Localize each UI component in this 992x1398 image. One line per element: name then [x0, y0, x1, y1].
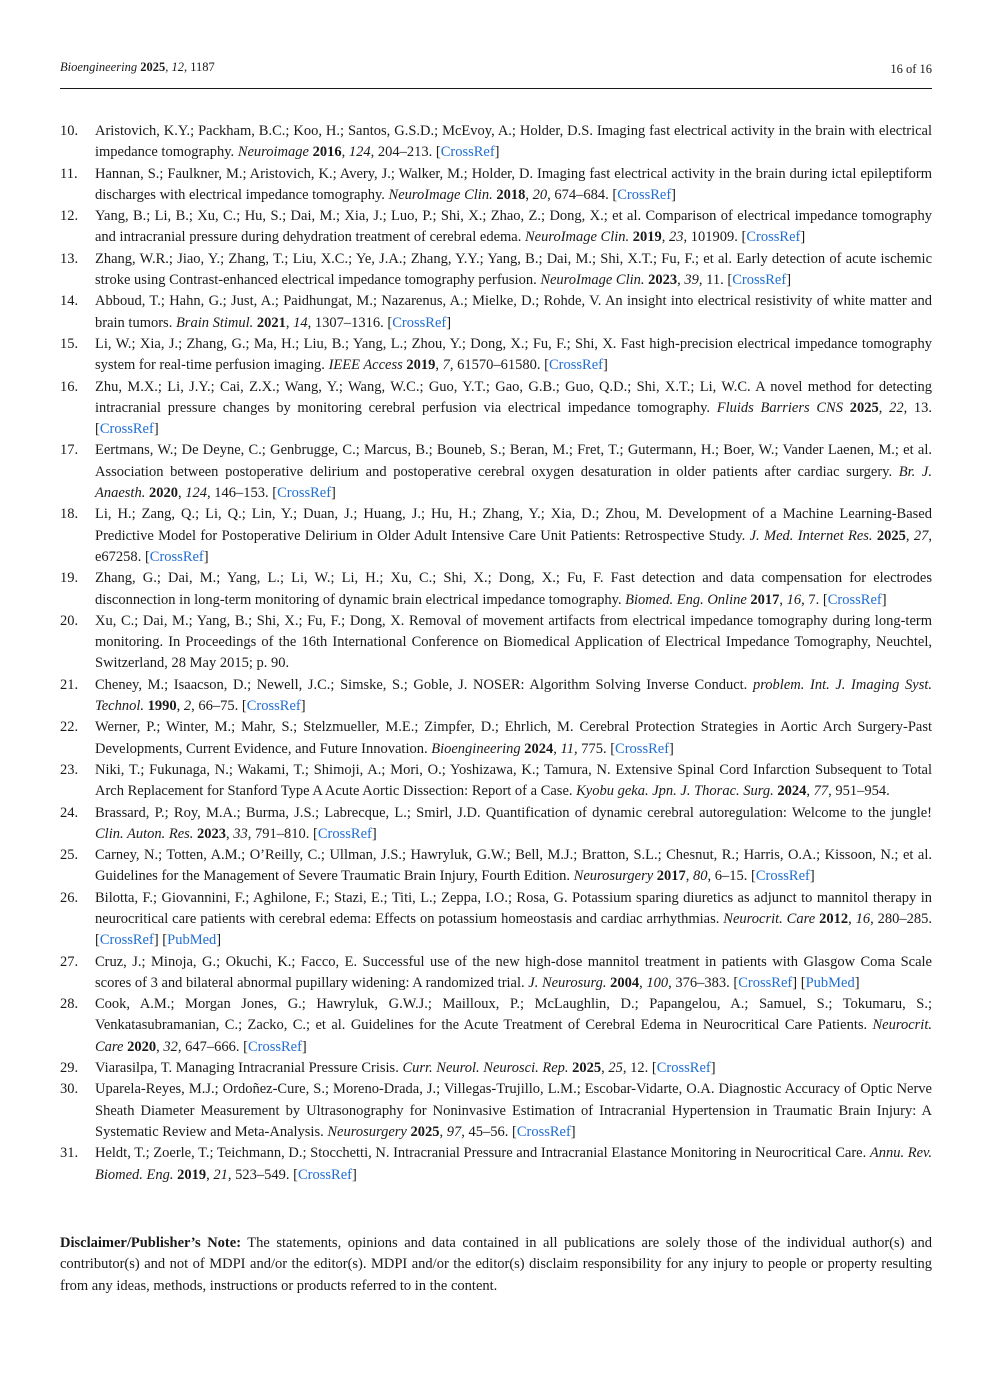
reference-journal: IEEE Access	[328, 357, 403, 374]
reference-item: 10. Aristovich, K.Y.; Packham, B.C.; Koo, H.; Santos, G.S.D.; McEvoy, A.; Holder, D.S. Imaging fast electrical activity in the brain with electrical impedance tomography. Neuroimage 2016, 124, 204–213. [CrossRef]	[60, 123, 932, 161]
reference-link-crossref[interactable]: CrossRef	[656, 1060, 711, 1077]
reference-pages: 6–15	[714, 868, 744, 885]
reference-text: Xu, C.; Dai, M.; Yang, B.; Shi, X.; Fu, F.; Dong, X. Removal of movement artifacts from electrical impedance tomography during long-term monitoring. In Proceedings of the 16th International Conference on Biomedical Application of Electrical Impedance Tomography, Neuchtel, Switzerland, 28 May 2015; p. 90.	[95, 612, 932, 672]
reference-number: 15.	[60, 335, 79, 352]
reference-year: 2019	[632, 229, 662, 246]
reference-item: 26. Bilotta, F.; Giovannini, F.; Aghilone, F.; Stazi, E.; Titi, L.; Zeppa, I.O.; Rosa, G. Potassium sparing diuretics as adjunct to mannitol therapy in neurocritical care patients with cerebral edema: Effects on potassium homeostasis and cardiac arrhythmias. Neurocrit. Care 2012, 16, 280–285. [CrossRef] [PubMed]	[60, 889, 933, 949]
reference-text: Uparela-Reyes, M.J.; Ordoñez-Cure, S.; Moreno-Drada, J.; Villegas-Trujillo, L.M.; Escobar-Vidarte, O.A. Diagnostic Accuracy of Optic Nerve Sheath Diameter Measurement by Ultrasonography for Noninvasive Estimation of Intracranial Hypertension in Traumatic Brain Injury: A Systematic Review and Meta-Analysis.	[95, 1081, 932, 1140]
reference-year: 1990	[147, 698, 177, 715]
reference-link-crossref[interactable]: CrossRef	[516, 1123, 571, 1140]
reference-text: Zhu, M.X.; Li, J.Y.; Cai, Z.X.; Wang, Y.; Wang, W.C.; Guo, Y.T.; Gao, G.B.; Guo, Q.D.; Shi, X.T.; Li, W.C. A novel method for detecting intracranial pressure changes by monitoring cerebral perfusion via electrical impedance tomography.	[95, 378, 932, 416]
reference-link-crossref[interactable]: CrossRef	[732, 272, 787, 289]
reference-number: 29.	[60, 1060, 79, 1077]
reference-journal: Brain Stimul.	[175, 314, 254, 331]
reference-link-crossref[interactable]: CrossRef	[149, 548, 204, 565]
reference-volume: 80	[693, 868, 708, 885]
reference-number: 24.	[60, 804, 79, 821]
reference-year: 2004	[610, 974, 640, 991]
reference-journal: Curr. Neurol. Neurosci. Rep.	[402, 1060, 569, 1077]
reference-item: 12. Yang, B.; Li, B.; Xu, C.; Hu, S.; Dai, M.; Xia, J.; Luo, P.; Shi, X.; Zhao, Z.; Dong, X.; et al. Comparison of electrical impedance tomography and intracranial pressure during dehydration treatment of cerebral edema. NeuroImage Clin. 2019, 23, 101909. [CrossRef]	[60, 208, 932, 246]
reference-item: 22. Werner, P.; Winter, M.; Mahr, S.; Stelzmueller, M.E.; Zimpfer, D.; Ehrlich, M. Cerebral Protection Strategies in Aortic Arch Surgery-Past Developments, Current Evidence, and Future Innovation. Bioengineering 2024, 11, 775. [CrossRef]	[60, 719, 932, 757]
reference-volume: 2	[183, 698, 192, 715]
reference-text: Cheney, M.; Isaacson, D.; Newell, J.C.; Simske, S.; Goble, J. NOSER: Algorithm Solving Inverse Conduct.	[95, 676, 753, 693]
reference-number: 28.	[60, 996, 79, 1013]
reference-link-crossref[interactable]: CrossRef	[99, 421, 154, 438]
reference-year: 2024	[524, 740, 554, 757]
reference-link-crossref[interactable]: CrossRef	[746, 229, 801, 246]
reference-text: Viarasilpa, T. Managing Intracranial Pressure Crisis.	[95, 1060, 403, 1077]
reference-text: Brassard, P.; Roy, M.A.; Burma, J.S.; Labrecque, L.; Smirl, J.D. Quantification of dynamic cerebral autoregulation: Welcome to the jungle!	[95, 804, 932, 821]
reference-journal: NeuroImage Clin.	[540, 272, 645, 289]
reference-text: Li, H.; Zang, Q.; Li, Q.; Lin, Y.; Duan, J.; Huang, J.; Hu, H.; Zhang, Y.; Xia, D.; Zhou, M. Development of a Machine Learning-Based Predictive Model for Postoperative Delirium in Older Adult Intensive Care Unit Patients: Retrospective Study.	[95, 506, 932, 544]
reference-journal: J. Neurosurg.	[528, 974, 607, 991]
reference-journal: Biomed. Eng. Online	[625, 591, 747, 608]
reference-pages: 12	[630, 1060, 645, 1077]
reference-year: 2017	[656, 868, 686, 885]
reference-item: 17. Eertmans, W.; De Deyne, C.; Genbrugge, C.; Marcus, B.; Bouneb, S.; Beran, M.; Fret, T.; Gutermann, H.; Boer, W.; Vander Laenen, M.; et al. Association between postoperative delirium and postoperative cerebral oxygen desaturation in older patients after cardiac surgery. Br. J. Anaesth. 2020, 124, 146–153. [CrossRef]	[60, 442, 932, 502]
disclaimer-text: The statements, opinions and data contained in all publications are solely those of the individual author(s) and contributor(s) and not of MDPI and/or the editor(s). MDPI and/or the editor(s) disclaim responsibility for any injury to people or property resulting from any ideas, methods, instructions or products referred to in the content.	[60, 1235, 932, 1294]
reference-item: 30. Uparela-Reyes, M.J.; Ordoñez-Cure, S.; Moreno-Drada, J.; Villegas-Trujillo, L.M.; Escobar-Vidarte, O.A. Diagnostic Accuracy of Optic Nerve Sheath Diameter Measurement by Ultrasonography for Noninvasive Estimation of Intracranial Hypertension in Traumatic Brain Injury: A Systematic Review and Meta-Analysis. Neurosurgery 2025, 97, 45–56. [CrossRef]	[60, 1081, 932, 1140]
reference-link-crossref[interactable]: CrossRef	[549, 357, 603, 374]
journal-year: 2025	[140, 60, 166, 74]
page-header	[60, 58, 932, 89]
reference-pages: 523–549	[235, 1166, 286, 1183]
reference-volume: 25	[608, 1060, 623, 1077]
reference-number: 31.	[60, 1145, 79, 1162]
reference-journal: Neurocrit. Care	[723, 910, 816, 927]
reference-number: 19.	[60, 570, 79, 587]
reference-journal: NeuroImage Clin.	[388, 186, 493, 203]
reference-number: 13.	[60, 250, 79, 267]
reference-volume: 100	[646, 974, 669, 991]
reference-text: Niki, T.; Fukunaga, N.; Wakami, T.; Shimoji, A.; Mori, O.; Yoshizawa, K.; Tamura, N. Extensive Spinal Cord Infarction Subsequent to Total Arch Replacement for Stanford Type A Acute Aortic Dissection: Report of a Case.	[95, 761, 932, 800]
reference-pages: 13	[913, 399, 929, 416]
reference-link-crossref[interactable]: CrossRef	[298, 1166, 352, 1183]
reference-year: 2025	[876, 527, 906, 544]
reference-text: Li, W.; Xia, J.; Zhang, G.; Ma, H.; Liu, B.; Yang, L.; Zhou, Y.; Dong, X.; Fu, F.; Shi, X. Fast high-precision electrical impedance tomography system for real-time perfusion imaging.	[95, 335, 932, 374]
reference-pages: 146–153	[214, 485, 265, 502]
reference-volume: 7	[442, 357, 450, 374]
journal-volume: 12	[171, 60, 184, 74]
reference-journal: Neurosurgery	[573, 868, 654, 885]
reference-pages: 66–75	[198, 698, 235, 715]
reference-item: 15. Li, W.; Xia, J.; Zhang, G.; Ma, H.; Liu, B.; Yang, L.; Zhou, Y.; Dong, X.; Fu, F.; Shi, X. Fast high-precision electrical impedance tomography system for real-time perfusion imaging. IEEE Access 2019, 7, 61570–61580. [CrossRef]	[60, 335, 932, 374]
reference-text: Yang, B.; Li, B.; Xu, C.; Hu, S.; Dai, M.; Xia, J.; Luo, P.; Shi, X.; Zhao, Z.; Dong, X.; et al. Comparison of electrical impedance tomography and intracranial pressure during dehydration treatment of cerebral edema.	[95, 208, 932, 246]
reference-link-crossref[interactable]: CrossRef	[738, 974, 793, 991]
reference-text: Cruz, J.; Minoja, G.; Okuchi, K.; Facco, E. Successful use of the new high-dose mannitol treatment in patients with Glasgow Coma Scale scores of 3 and bilateral abnormal pupillary widening: A randomized trial.	[95, 953, 932, 991]
reference-pages: 101909	[690, 229, 735, 246]
reference-link-pubmed[interactable]: PubMed	[167, 932, 217, 949]
reference-item: 25. Carney, N.; Totten, A.M.; O’Reilly, C.; Ullman, J.S.; Hawryluk, G.W.; Bell, M.J.; Bratton, S.L.; Chesnut, R.; Harris, O.A.; Kissoon, N.; et al. Guidelines for the Management of Severe Traumatic Brain Injury, Fourth Edition. Neurosurgery 2017, 80, 6–15. [CrossRef]	[60, 847, 932, 885]
reference-item: 29. Viarasilpa, T. Managing Intracranial Pressure Crisis. Curr. Neurol. Neurosci. Rep. 2025, 25, 12. [CrossRef]	[60, 1058, 932, 1079]
reference-link-crossref[interactable]: CrossRef	[277, 485, 332, 502]
reference-number: 30.	[60, 1081, 79, 1098]
reference-volume: 11	[560, 740, 574, 757]
reference-pages: 204–213	[377, 144, 429, 161]
reference-number: 16.	[60, 378, 79, 395]
reference-year: 2023	[648, 272, 678, 289]
reference-link-crossref[interactable]: CrossRef	[392, 314, 447, 331]
reference-item	[60, 611, 932, 675]
reference-number: 22.	[60, 719, 79, 736]
reference-number: 25.	[60, 847, 79, 864]
reference-volume: 27	[913, 527, 929, 544]
reference-journal: Fluids Barriers CNS	[716, 399, 843, 416]
reference-year: 2020	[127, 1038, 157, 1055]
reference-text: Heldt, T.; Zoerle, T.; Teichmann, D.; Stocchetti, N. Intracranial Pressure and Intracranial Elastance Monitoring in Neurocritical Care.	[95, 1145, 870, 1162]
reference-text: Zhang, W.R.; Jiao, Y.; Zhang, T.; Liu, X.C.; Ye, J.A.; Zhang, Y.Y.; Yang, B.; Dai, M.; Shi, X.T.; Fu, F.; et al. Early detection of acute ischemic stroke using Contrast-enhanced electrical impedance tomography perfusion.	[95, 250, 932, 289]
reference-text: Carney, N.; Totten, A.M.; O’Reilly, C.; Ullman, J.S.; Hawryluk, G.W.; Bell, M.J.; Bratton, S.L.; Chesnut, R.; Harris, O.A.; Kissoon, N.; et al. Guidelines for the Management of Severe Traumatic Brain Injury, Fourth Edition.	[95, 847, 932, 885]
reference-volume: 20	[532, 186, 548, 203]
reference-volume: 16	[855, 910, 871, 927]
reference-text: Abboud, T.; Hahn, G.; Just, A.; Paidhungat, M.; Nazarenus, A.; Mielke, D.; Rohde, V. An insight into electrical resistivity of white matter and brain tumors.	[95, 293, 932, 331]
reference-text: Cook, A.M.; Morgan Jones, G.; Hawryluk, G.W.J.; Mailloux, P.; McLaughlin, D.; Papangelou, A.; Samuel, S.; Tokumaru, S.; Venkatasubramanian, C.; Zacko, C.; et al. Guidelines for the Acute Treatment of Cerebral Edema in Neurocritical Care Patients.	[95, 996, 932, 1034]
reference-link-crossref[interactable]: CrossRef	[246, 698, 301, 715]
reference-journal: J. Med. Internet Res.	[749, 527, 873, 544]
reference-number: 14.	[60, 293, 79, 310]
reference-link-crossref[interactable]: CrossRef	[755, 868, 810, 885]
reference-number: 21.	[60, 676, 79, 693]
reference-pages: 1307–1316	[314, 314, 381, 331]
reference-item: 11. Hannan, S.; Faulkner, M.; Aristovich, K.; Avery, J.; Walker, M.; Holder, D. Imaging fast electrical activity in the brain during ictal epileptiform discharges with electrical impedance tomography. NeuroImage Clin. 2018, 20, 674–684. [CrossRef]	[60, 165, 932, 203]
article-number: 1187	[190, 60, 215, 74]
reference-year: 2023	[197, 825, 227, 842]
reference-pages: 775	[581, 740, 603, 757]
reference-link-crossref[interactable]: CrossRef	[827, 591, 882, 608]
reference-pages: 45–56	[468, 1123, 505, 1140]
reference-volume: 39	[684, 272, 699, 289]
reference-journal: Bioengineering	[431, 740, 521, 757]
reference-pages: 376–383	[675, 974, 727, 991]
reference-list	[60, 121, 932, 1186]
reference-item: 31. Heldt, T.; Zoerle, T.; Teichmann, D.; Stocchetti, N. Intracranial Pressure and Intracranial Elastance Monitoring in Neurocritical Care. Annu. Rev. Biomed. Eng. 2019, 21, 523–549. [CrossRef]	[60, 1145, 932, 1183]
reference-journal: Neurosurgery	[327, 1123, 407, 1140]
reference-item: 23. Niki, T.; Fukunaga, N.; Wakami, T.; Shimoji, A.; Mori, O.; Yoshizawa, K.; Tamura, N. Extensive Spinal Cord Infarction Subsequent to Total Arch Replacement for Stanford Type A Acute Aortic Dissection: Report of a Case. Kyobu geka. Jpn. J. Thorac. Surg. 2024, 77, 951–954.	[60, 761, 932, 800]
journal-name: Bioengineering	[60, 60, 138, 74]
reference-year: 2017	[750, 591, 780, 608]
reference-pages: 647–666	[185, 1038, 236, 1055]
reference-volume: 33	[233, 825, 248, 842]
reference-year: 2025	[572, 1060, 602, 1077]
reference-item: 21. Cheney, M.; Isaacson, D.; Newell, J.C.; Simske, S.; Goble, J. NOSER: Algorithm Solving Inverse Conduct. problem. Int. J. Imaging Syst. Technol. 1990, 2, 66–75. [CrossRef]	[60, 676, 932, 715]
reference-number: 26.	[60, 889, 79, 906]
reference-number: 12.	[60, 208, 79, 225]
reference-text: Hannan, S.; Faulkner, M.; Aristovich, K.; Avery, J.; Walker, M.; Holder, D. Imaging fast electrical activity in the brain during ictal epileptiform discharges with electrical impedance tomography.	[95, 165, 932, 203]
reference-text: Eertmans, W.; De Deyne, C.; Genbrugge, C.; Marcus, B.; Bouneb, S.; Beran, M.; Fret, T.; Gutermann, H.; Boer, W.; Vander Laenen, M.; et al. Association between postoperative delirium and postoperative cerebral oxygen desaturation in older patients after cardiac surgery.	[95, 442, 932, 480]
reference-number: 18.	[60, 506, 79, 523]
reference-item: 14. Abboud, T.; Hahn, G.; Just, A.; Paidhungat, M.; Nazarenus, A.; Mielke, D.; Rohde, V. An insight into electrical resistivity of white matter and brain tumors. Brain Stimul. 2021, 14, 1307–1316. [CrossRef]	[60, 293, 932, 331]
reference-link-crossref[interactable]: CrossRef	[617, 186, 672, 203]
reference-text: Werner, P.; Winter, M.; Mahr, S.; Stelzmueller, M.E.; Zimpfer, D.; Ehrlich, M. Cerebral Protection Strategies in Aortic Arch Surgery-Past Developments, Current Evidence, and Future Innovation.	[95, 719, 932, 757]
reference-item: 16. Zhu, M.X.; Li, J.Y.; Cai, Z.X.; Wang, Y.; Wang, W.C.; Guo, Y.T.; Gao, G.B.; Guo, Q.D.; Shi, X.T.; Li, W.C. A novel method for detecting intracranial pressure changes by monitoring cerebral perfusion via electrical impedance tomography. Fluids Barriers CNS 2025, 22, 13. [CrossRef]	[60, 378, 933, 438]
reference-volume: 77	[813, 783, 829, 800]
disclaimer	[60, 1233, 932, 1297]
reference-pages: 951–954	[835, 783, 887, 800]
reference-pages: 791–810	[255, 825, 306, 842]
reference-item: 28. Cook, A.M.; Morgan Jones, G.; Hawryluk, G.W.J.; Mailloux, P.; McLaughlin, D.; Papangelou, A.; Samuel, S.; Tokumaru, S.; Venkatasubramanian, C.; Zacko, C.; et al. Guidelines for the Acute Treatment of Cerebral Edema in Neurocritical Care Patients. Neurocrit. Care 2020, 32, 647–666. [CrossRef]	[60, 996, 932, 1055]
disclaimer-label: Disclaimer/Publisher’s Note:	[60, 1235, 242, 1251]
reference-text: Zhang, G.; Dai, M.; Yang, L.; Li, W.; Li, H.; Xu, C.; Shi, X.; Dong, X.; Fu, F. Fast detection and data compensation for electrodes disconnection in long-term monitoring of dynamic brain electrical impedance tomography.	[95, 570, 932, 608]
reference-volume: 97	[446, 1123, 462, 1140]
reference-year: 2012	[819, 910, 849, 927]
reference-journal: Br. J. Anaesth.	[95, 463, 932, 502]
reference-volume: 124	[348, 144, 371, 161]
reference-item: 27. Cruz, J.; Minoja, G.; Okuchi, K.; Facco, E. Successful use of the new high-dose mannitol treatment in patients with Glasgow Coma Scale scores of 3 and bilateral abnormal pupillary widening: A randomized trial. J. Neurosurg. 2004, 100, 376–383. [CrossRef] [PubMed]	[60, 953, 932, 991]
reference-text: Bilotta, F.; Giovannini, F.; Aghilone, F.; Stazi, E.; Titi, L.; Zeppa, I.O.; Rosa, G. Potassium sparing diuretics as adjunct to mannitol therapy in neurocritical care patients with cerebral edema: Effects on potassium homeostasis and cardiac arrhythmias.	[95, 889, 932, 927]
reference-text: Aristovich, K.Y.; Packham, B.C.; Koo, H.; Santos, G.S.D.; McEvoy, A.; Holder, D.S. Imaging fast electrical activity in the brain with electrical impedance tomography.	[95, 123, 932, 161]
reference-link-crossref[interactable]: CrossRef	[440, 144, 495, 161]
reference-link-crossref[interactable]: CrossRef	[317, 825, 372, 842]
page-number: 16 of 16	[890, 62, 932, 76]
reference-item: 19. Zhang, G.; Dai, M.; Yang, L.; Li, W.; Li, H.; Xu, C.; Shi, X.; Dong, X.; Fu, F. Fast detection and data compensation for electrodes disconnection in long-term monitoring of dynamic brain electrical impedance tomography. Biomed. Eng. Online 2017, 16, 7. [CrossRef]	[60, 570, 932, 608]
journal-citation: Bioengineering 2025, 12, 1187	[60, 60, 215, 74]
reference-journal: Neurocrit. Care	[95, 1017, 932, 1055]
reference-journal: NeuroImage Clin.	[524, 229, 630, 246]
reference-volume: 124	[185, 485, 207, 502]
reference-volume: 23	[669, 229, 684, 246]
reference-year: 2019	[406, 357, 436, 374]
reference-year: 2016	[312, 144, 342, 161]
reference-pages: 280–285	[877, 910, 929, 927]
reference-pages: 61570–61580	[457, 357, 537, 374]
reference-item: 13. Zhang, W.R.; Jiao, Y.; Zhang, T.; Liu, X.C.; Ye, J.A.; Zhang, Y.Y.; Yang, B.; Dai, M.; Shi, X.T.; Fu, F.; et al. Early detection of acute ischemic stroke using Contrast-enhanced electrical impedance tomography perfusion. NeuroImage Clin. 2023, 39, 11. [CrossRef]	[60, 250, 932, 289]
reference-journal: Clin. Auton. Res.	[95, 825, 194, 842]
reference-link-crossref[interactable]: CrossRef	[615, 740, 670, 757]
reference-pages: 674–684	[554, 186, 606, 203]
reference-number: 20.	[60, 612, 79, 629]
reference-number: 11.	[60, 165, 78, 182]
reference-link-crossref[interactable]: CrossRef	[247, 1038, 302, 1055]
reference-item: 18. Li, H.; Zang, Q.; Li, Q.; Lin, Y.; Duan, J.; Huang, J.; Hu, H.; Zhang, Y.; Xia, D.; Zhou, M. Development of a Machine Learning-Based Predictive Model for Postoperative Delirium in Older Adult Intensive Care Unit Patients: Retrospective Study. J. Med. Internet Res. 2025, 27, e67258. [CrossRef]	[60, 506, 932, 565]
reference-journal: problem. Int. J. Imaging Syst. Technol.	[95, 676, 932, 715]
reference-volume: 22	[889, 399, 904, 416]
reference-year: 2021	[256, 314, 286, 331]
reference-volume: 21	[213, 1166, 228, 1183]
reference-pages: 7	[808, 591, 816, 608]
reference-year: 2020	[148, 485, 178, 502]
reference-year: 2019	[177, 1166, 207, 1183]
reference-year: 2025	[849, 399, 879, 416]
reference-journal: Annu. Rev. Biomed. Eng.	[95, 1145, 932, 1183]
reference-volume: 14	[293, 314, 308, 331]
reference-link-pubmed[interactable]: PubMed	[805, 974, 855, 991]
reference-pages: 11	[706, 272, 721, 289]
reference-year: 2018	[496, 186, 526, 203]
reference-item: 24. Brassard, P.; Roy, M.A.; Burma, J.S.; Labrecque, L.; Smirl, J.D. Quantification of dynamic cerebral autoregulation: Welcome to the jungle! Clin. Auton. Res. 2023, 33, 791–810. [CrossRef]	[60, 804, 932, 842]
reference-pages: e67258	[95, 548, 138, 565]
reference-number: 10.	[60, 123, 79, 139]
reference-link-crossref[interactable]: CrossRef	[99, 932, 154, 949]
reference-year: 2024	[777, 783, 807, 800]
reference-year: 2025	[410, 1123, 440, 1140]
reference-number: 23.	[60, 761, 79, 778]
reference-journal: Neuroimage	[237, 144, 309, 161]
reference-number: 17.	[60, 442, 79, 459]
reference-journal: Kyobu geka. Jpn. J. Thorac. Surg.	[576, 783, 774, 800]
reference-number: 27.	[60, 953, 79, 970]
reference-volume: 16	[786, 591, 802, 608]
reference-volume: 32	[163, 1038, 178, 1055]
